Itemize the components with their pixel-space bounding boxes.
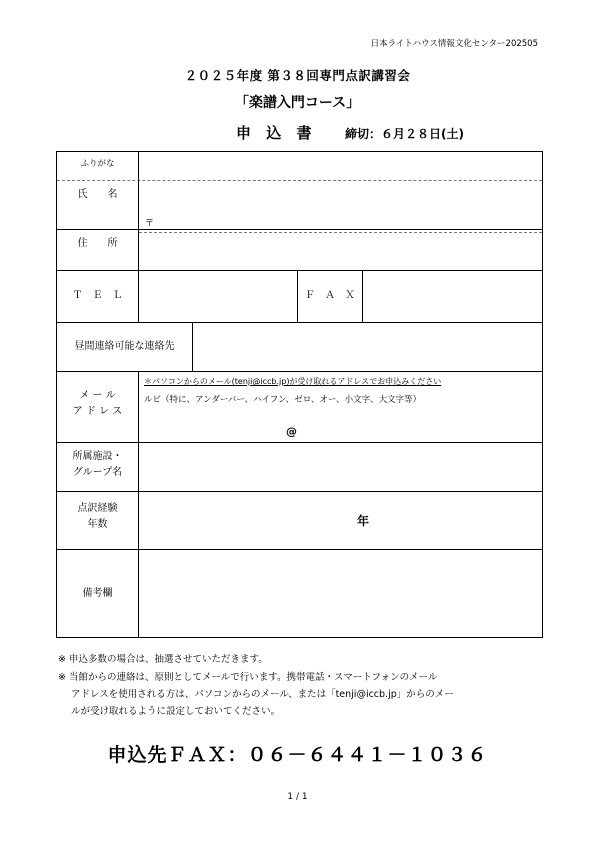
tel-label: Ｔ Ｅ Ｌ: [72, 290, 123, 301]
email-label: メ ー ル ア ド レ ス: [72, 390, 123, 417]
years-unit: 年: [357, 514, 370, 528]
daytime-contact-label: 昼間連絡可能な連絡先: [74, 341, 175, 352]
fax-field[interactable]: [363, 271, 541, 321]
note-contact-line1: ※ 当館からの連絡は、原則としてメールで行います。携帯電話・スマートフォンのメール: [58, 672, 438, 683]
address-label: 住 所: [77, 238, 118, 249]
submission-fax-number: 申込先ＦＡＸ：０６－６４４１－１０３６: [107, 744, 488, 766]
note-contact-line2: アドレスを使用される方は、パソコンからのメール、または「tenji@iccb.jp」からのメー: [71, 689, 454, 700]
email-field[interactable]: [139, 408, 541, 441]
remarks-label: 備考欄: [82, 588, 113, 599]
course-subtitle: 「楽譜入門コース」: [234, 95, 361, 111]
deadline: 締切：６月２８日(土): [345, 127, 464, 141]
furigana-label: ふりがな: [80, 159, 115, 169]
postal-mark: 〒: [145, 219, 155, 229]
page-number: 1 / 1: [287, 792, 308, 802]
experience-label: 点訳経験 年数: [77, 503, 118, 530]
fax-label: Ｆ Ａ Ｘ: [305, 290, 355, 301]
note-lottery: ※ 申込多数の場合は、抽選させていただきます。: [58, 654, 268, 665]
name-field[interactable]: [139, 181, 541, 228]
organization-code: 日本ライトハウス情報文化センター202505: [370, 39, 538, 49]
remarks-field[interactable]: [139, 550, 541, 636]
name-label: 氏 名: [77, 189, 118, 200]
at-mark: @: [286, 425, 297, 438]
application-form-table: [56, 151, 543, 638]
tel-field[interactable]: [139, 271, 296, 321]
daytime-contact-field[interactable]: [193, 323, 541, 370]
address-field[interactable]: [139, 234, 541, 269]
email-note: ＊パソコンからのメール(tenji@iccb.jp)が受け取れるアドレスでお申込みください: [144, 377, 442, 386]
experience-years-field[interactable]: [139, 492, 541, 548]
form-title: 申 込 書: [236, 124, 317, 142]
affiliation-label: 所属施設・ グループ名: [72, 451, 123, 478]
note-contact-line3: ルが受け取れるように設定しておいてください。: [71, 706, 281, 717]
ruby-note: ルビ（特に、アンダーバー、ハイフン、ゼロ、オー、小文字、大文字等）: [144, 395, 422, 405]
affiliation-field[interactable]: [139, 443, 541, 490]
course-title: ２０２５年度 第３８回専門点訳講習会: [184, 68, 411, 83]
furigana-field[interactable]: [139, 153, 541, 179]
